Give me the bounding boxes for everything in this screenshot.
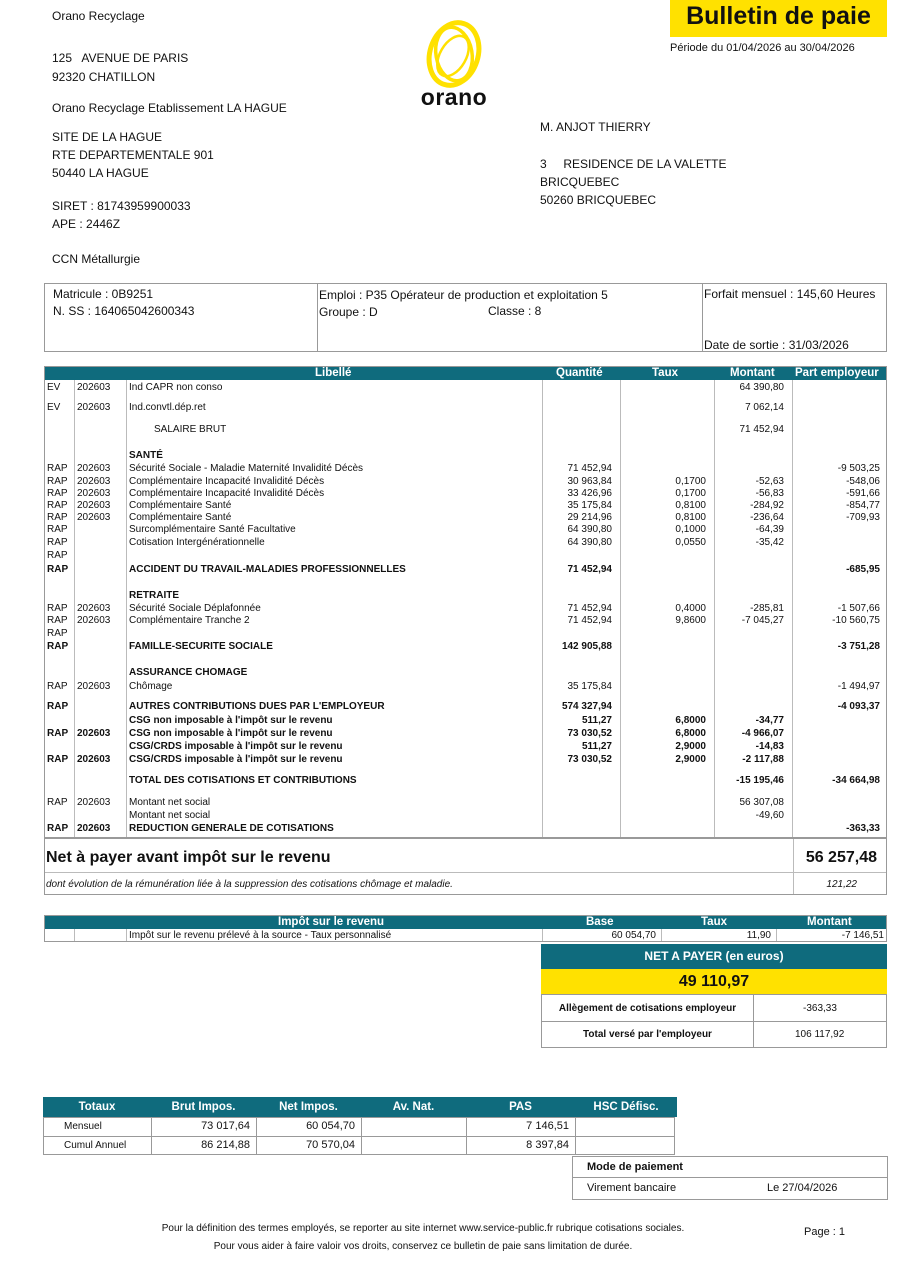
employee-address-2: BRICQUEBEC xyxy=(540,175,620,189)
totaux-cumul-pas: 8 397,84 xyxy=(526,1139,569,1151)
row-label: CSG/CRDS imposable à l'impôt sur le revenu xyxy=(129,741,343,752)
allegement-label: Allègement de cotisations employeur xyxy=(558,1003,737,1014)
logo-wordmark: orano xyxy=(420,84,488,110)
net-avant-impot-box xyxy=(44,838,887,895)
row-part-employeur: -9 503,25 xyxy=(837,463,880,474)
totaux-mensuel-net: 60 054,70 xyxy=(306,1120,355,1132)
orano-rings-icon xyxy=(408,18,500,90)
date-sortie: Date de sortie : 31/03/2026 xyxy=(704,338,849,352)
row-label: CSG/CRDS imposable à l'impôt sur le revenu xyxy=(129,754,343,765)
totaux-header-net: Net Impos. xyxy=(279,1101,338,1113)
row-quantite: 71 452,94 xyxy=(567,463,612,474)
totaux-header xyxy=(43,1097,677,1117)
impot-header-taux: Taux xyxy=(701,916,727,928)
header-part-employeur: Part employeur xyxy=(795,367,879,379)
header-quantite: Quantité xyxy=(556,367,603,379)
row-code: RAP xyxy=(47,823,69,834)
row-label: Complémentaire Tranche 2 xyxy=(129,615,250,626)
row-quantite: 511,27 xyxy=(581,741,612,752)
row-label: Cotisation Intergénérationnelle xyxy=(129,537,265,548)
row-montant: -56,83 xyxy=(755,488,784,499)
row-code: RAP xyxy=(47,701,69,712)
row-part-employeur: -1 507,66 xyxy=(837,603,880,614)
table-row xyxy=(45,603,886,615)
row-period: 202603 xyxy=(77,500,111,511)
table-row xyxy=(45,402,886,414)
row-label: Ind CAPR non conso xyxy=(129,382,223,393)
row-label: Complémentaire Incapacité Invalidité Décès xyxy=(129,476,325,487)
employer-site-2: RTE DEPARTEMENTALE 901 xyxy=(52,148,214,162)
row-taux: 9,8600 xyxy=(675,615,706,626)
row-taux: 0,0550 xyxy=(675,537,706,548)
row-part-employeur: -363,33 xyxy=(846,823,880,834)
impot-header xyxy=(45,916,886,929)
employee-address-1: 3 RESIDENCE DE LA VALETTE xyxy=(540,157,727,171)
row-taux: 0,1000 xyxy=(675,524,706,535)
row-part-employeur: -10 560,75 xyxy=(832,615,880,626)
row-period: 202603 xyxy=(77,823,111,834)
totaux-cumul-net: 70 570,04 xyxy=(306,1139,355,1151)
row-period: 202603 xyxy=(77,488,111,499)
table-row xyxy=(45,701,886,713)
impot-base: 60 054,70 xyxy=(611,930,656,941)
row-taux: 6,8000 xyxy=(675,728,706,739)
mode-paiement-title: Mode de paiement xyxy=(587,1161,683,1173)
row-code: RAP xyxy=(47,754,69,765)
row-part-employeur: -548,06 xyxy=(846,476,880,487)
row-montant: 7 062,14 xyxy=(745,402,784,413)
table-row xyxy=(45,810,886,822)
row-code: RAP xyxy=(47,603,68,614)
row-code: RAP xyxy=(47,728,69,739)
row-period: 202603 xyxy=(77,402,111,413)
totaux-table xyxy=(43,1097,677,1157)
row-part-employeur: -854,77 xyxy=(846,500,880,511)
row-part-employeur: -709,93 xyxy=(846,512,880,523)
table-row xyxy=(45,728,886,740)
row-quantite: 64 390,80 xyxy=(567,537,612,548)
table-row xyxy=(45,450,886,462)
row-taux: 0,1700 xyxy=(675,476,706,487)
row-taux: 6,8000 xyxy=(675,715,706,726)
impot-taux: 11,90 xyxy=(746,930,771,941)
employer-site-1: SITE DE LA HAGUE xyxy=(52,130,163,144)
page-title: Bulletin de paie xyxy=(670,0,887,37)
employee-info-box xyxy=(44,283,887,352)
table-row xyxy=(45,797,886,809)
row-code: RAP xyxy=(47,488,68,499)
row-code: RAP xyxy=(47,512,68,523)
employee-address-3: 50260 BRICQUEBEC xyxy=(540,193,657,207)
row-quantite: 574 327,94 xyxy=(561,701,612,712)
row-period: 202603 xyxy=(77,512,111,523)
table-row xyxy=(45,641,886,653)
employer-ccn: CCN Métallurgie xyxy=(52,252,141,266)
row-period: 202603 xyxy=(77,615,111,626)
emploi: Emploi : P35 Opérateur de production et exploitation 5 xyxy=(319,288,608,302)
employer-name: Orano Recyclage xyxy=(52,9,145,23)
row-quantite: 142 905,88 xyxy=(561,641,612,652)
pay-period: Période du 01/04/2026 au 30/04/2026 xyxy=(670,42,855,54)
row-taux: 0,1700 xyxy=(675,488,706,499)
row-label: REDUCTION GENERALE DE COTISATIONS xyxy=(129,823,334,834)
row-quantite: 73 030,52 xyxy=(567,728,612,739)
classe: Classe : 8 xyxy=(488,304,542,318)
row-part-employeur: -4 093,37 xyxy=(837,701,880,712)
row-part-employeur: -591,66 xyxy=(846,488,880,499)
impot-table xyxy=(44,915,887,942)
row-quantite: 71 452,94 xyxy=(567,564,612,575)
row-label: CSG non imposable à l'impôt sur le revenu xyxy=(129,715,333,726)
row-montant: -35,42 xyxy=(755,537,784,548)
table-row xyxy=(45,524,886,536)
row-code: RAP xyxy=(47,550,68,561)
table-row xyxy=(45,590,886,602)
row-label: Complémentaire Santé xyxy=(129,500,232,511)
row-period: 202603 xyxy=(77,681,111,692)
row-code: RAP xyxy=(47,500,68,511)
row-label: RETRAITE xyxy=(129,590,179,601)
row-label: TOTAL DES COTISATIONS ET CONTRIBUTIONS xyxy=(129,775,357,786)
total-verse-label: Total versé par l'employeur xyxy=(583,1029,712,1040)
row-code: RAP xyxy=(47,564,69,575)
row-code: RAP xyxy=(47,681,68,692)
employer-site-3: 50440 LA HAGUE xyxy=(52,166,149,180)
row-part-employeur: -1 494,97 xyxy=(837,681,880,692)
table-row xyxy=(45,741,886,753)
table-row xyxy=(45,715,886,727)
mode-paiement-box xyxy=(572,1156,888,1200)
row-label: SANTÉ xyxy=(129,450,163,461)
table-row xyxy=(45,463,886,475)
page-number: Page : 1 xyxy=(804,1226,845,1238)
row-quantite: 64 390,80 xyxy=(567,524,612,535)
table-row xyxy=(45,754,886,766)
row-code: RAP xyxy=(47,524,68,535)
row-label: ASSURANCE CHOMAGE xyxy=(129,667,248,678)
row-code: RAP xyxy=(47,641,69,652)
row-taux: 0,4000 xyxy=(675,603,706,614)
row-montant: -2 117,88 xyxy=(742,754,784,765)
net-a-payer-details xyxy=(541,994,887,1048)
row-quantite: 29 214,96 xyxy=(567,512,612,523)
impot-montant: -7 146,51 xyxy=(841,930,884,941)
table-row xyxy=(45,382,886,394)
row-montant: -285,81 xyxy=(750,603,784,614)
row-label: SALAIRE BRUT xyxy=(129,424,227,435)
row-part-employeur: -3 751,28 xyxy=(837,641,880,652)
row-quantite: 73 030,52 xyxy=(567,754,612,765)
header-taux: Taux xyxy=(652,367,678,379)
row-label: Ind.convtl.dép.ret xyxy=(129,402,206,413)
impot-header-montant: Montant xyxy=(807,916,852,928)
row-montant: -284,92 xyxy=(750,500,784,511)
mode-paiement-mode: Virement bancaire xyxy=(587,1182,677,1194)
totaux-header-totaux: Totaux xyxy=(78,1101,116,1113)
groupe: Groupe : D xyxy=(319,305,378,319)
totaux-header-pas: PAS xyxy=(509,1101,532,1113)
orano-logo xyxy=(408,18,500,113)
row-period: 202603 xyxy=(77,603,111,614)
row-label: Complémentaire Santé xyxy=(129,512,232,523)
row-label: Sécurité Sociale Déplafonnée xyxy=(129,603,261,614)
row-montant: -4 966,07 xyxy=(741,728,784,739)
row-montant: -64,39 xyxy=(755,524,784,535)
evolution-label: dont évolution de la rémunération liée à la suppression des cotisations chômage et maladie. xyxy=(46,879,453,890)
row-montant: 71 452,94 xyxy=(739,424,784,435)
row-part-employeur: -685,95 xyxy=(846,564,880,575)
table-row xyxy=(45,500,886,512)
row-quantite: 35 175,84 xyxy=(567,500,612,511)
table-row xyxy=(45,823,886,835)
row-code: RAP xyxy=(47,797,68,808)
row-quantite: 33 426,96 xyxy=(567,488,612,499)
row-montant: 64 390,80 xyxy=(739,382,784,393)
row-montant: -15 195,46 xyxy=(736,775,784,786)
allegement-value: -363,33 xyxy=(803,1003,837,1014)
matricule: Matricule : 0B9251 xyxy=(53,287,154,301)
row-code: EV xyxy=(47,402,61,413)
row-period: 202603 xyxy=(77,463,111,474)
row-montant: -34,77 xyxy=(755,715,784,726)
evolution-value: 121,22 xyxy=(826,879,857,890)
row-label: Montant net social xyxy=(129,797,211,808)
table-row xyxy=(45,476,886,488)
table-row xyxy=(45,615,886,627)
row-taux: 0,8100 xyxy=(675,500,706,511)
row-period: 202603 xyxy=(77,476,111,487)
totaux-mensuel-label: Mensuel xyxy=(64,1121,102,1132)
totaux-header-avnat: Av. Nat. xyxy=(392,1101,435,1113)
table-row xyxy=(45,550,886,562)
employer-address-1: 125 AVENUE DE PARIS xyxy=(52,51,189,65)
table-row xyxy=(45,424,886,436)
row-montant: 56 307,08 xyxy=(739,797,784,808)
nss: N. SS : 164065042600343 xyxy=(53,304,195,318)
employer-address-2: 92320 CHATILLON xyxy=(52,70,156,84)
table-row xyxy=(45,775,886,787)
header-libelle: Libellé xyxy=(315,367,352,379)
table-row xyxy=(45,488,886,500)
employer-establishment: Orano Recyclage Etablissement LA HAGUE xyxy=(52,101,287,115)
row-label: ACCIDENT DU TRAVAIL-MALADIES PROFESSIONNELLES xyxy=(129,564,406,575)
row-quantite: 71 452,94 xyxy=(567,615,612,626)
row-label: Chômage xyxy=(129,681,173,692)
row-montant: -7 045,27 xyxy=(741,615,784,626)
net-a-payer-value: 49 110,97 xyxy=(541,969,887,994)
row-montant: -236,64 xyxy=(750,512,784,523)
table-row xyxy=(45,681,886,693)
row-quantite: 511,27 xyxy=(581,715,612,726)
footer-line-1: Pour la définition des termes employés, se reporter au site internet www.service-public.fr rubrique cotisations sociales. xyxy=(161,1223,685,1234)
totaux-body xyxy=(43,1117,675,1155)
header-montant: Montant xyxy=(730,367,775,379)
employer-ape: APE : 2446Z xyxy=(52,217,121,231)
totaux-cumul-label: Cumul Annuel xyxy=(64,1140,127,1151)
net-a-payer-label: NET A PAYER (en euros) xyxy=(541,944,887,969)
row-quantite: 35 175,84 xyxy=(567,681,612,692)
row-code: RAP xyxy=(47,476,68,487)
table-row xyxy=(45,628,886,640)
row-period: 202603 xyxy=(77,797,111,808)
row-quantite: 30 963,84 xyxy=(567,476,612,487)
table-row xyxy=(45,564,886,576)
row-period: 202603 xyxy=(77,382,111,393)
totaux-header-brut: Brut Impos. xyxy=(171,1101,236,1113)
mode-paiement-date: Le 27/04/2026 xyxy=(767,1182,838,1194)
forfait: Forfait mensuel : 145,60 Heures xyxy=(704,287,876,301)
row-montant: -49,60 xyxy=(755,810,784,821)
row-code: RAP xyxy=(47,615,68,626)
table-row xyxy=(45,537,886,549)
row-period: 202603 xyxy=(77,728,111,739)
row-code: EV xyxy=(47,382,61,393)
row-part-employeur: -34 664,98 xyxy=(832,775,880,786)
row-label: CSG non imposable à l'impôt sur le revenu xyxy=(129,728,333,739)
impot-header-base: Base xyxy=(586,916,614,928)
totaux-mensuel-brut: 73 017,64 xyxy=(201,1120,250,1132)
row-label: AUTRES CONTRIBUTIONS DUES PAR L'EMPLOYEUR xyxy=(129,701,385,712)
net-avant-impot-label: Net à payer avant impôt sur le revenu xyxy=(46,849,331,866)
table-row xyxy=(45,667,886,679)
row-taux: 2,9000 xyxy=(675,741,706,752)
row-code: RAP xyxy=(47,463,68,474)
row-montant: -14,83 xyxy=(755,741,784,752)
row-code: RAP xyxy=(47,537,68,548)
row-taux: 2,9000 xyxy=(675,754,706,765)
row-label: Complémentaire Incapacité Invalidité Décès xyxy=(129,488,325,499)
row-label: Surcomplémentaire Santé Facultative xyxy=(129,524,296,535)
row-code: RAP xyxy=(47,628,68,639)
table-header xyxy=(45,367,886,380)
net-a-payer-box xyxy=(541,944,887,1048)
row-montant: -52,63 xyxy=(755,476,784,487)
row-label: FAMILLE-SECURITE SOCIALE xyxy=(129,641,273,652)
footer-line-2: Pour vous aider à faire valoir vos droits, conservez ce bulletin de paie sans limitation de durée. xyxy=(213,1241,633,1252)
totaux-mensuel-pas: 7 146,51 xyxy=(526,1120,569,1132)
totaux-header-hsc: HSC Défisc. xyxy=(593,1101,659,1113)
totaux-cumul-brut: 86 214,88 xyxy=(201,1139,250,1151)
row-taux: 0,8100 xyxy=(675,512,706,523)
table-row xyxy=(45,512,886,524)
impot-header-label: Impôt sur le revenu xyxy=(278,916,385,928)
row-label: Montant net social xyxy=(129,810,211,821)
employee-name: M. ANJOT THIERRY xyxy=(540,120,651,134)
net-avant-impot-value: 56 257,48 xyxy=(805,849,877,866)
payslip-lines-table xyxy=(44,366,887,838)
total-verse-value: 106 117,92 xyxy=(795,1029,845,1040)
impot-label: Impôt sur le revenu prélevé à la source - Taux personnalisé xyxy=(129,930,392,941)
row-label: Sécurité Sociale - Maladie Maternité Invalidité Décès xyxy=(129,463,363,474)
row-quantite: 71 452,94 xyxy=(567,603,612,614)
row-period: 202603 xyxy=(77,754,111,765)
employer-siret: SIRET : 81743959900033 xyxy=(52,199,191,213)
